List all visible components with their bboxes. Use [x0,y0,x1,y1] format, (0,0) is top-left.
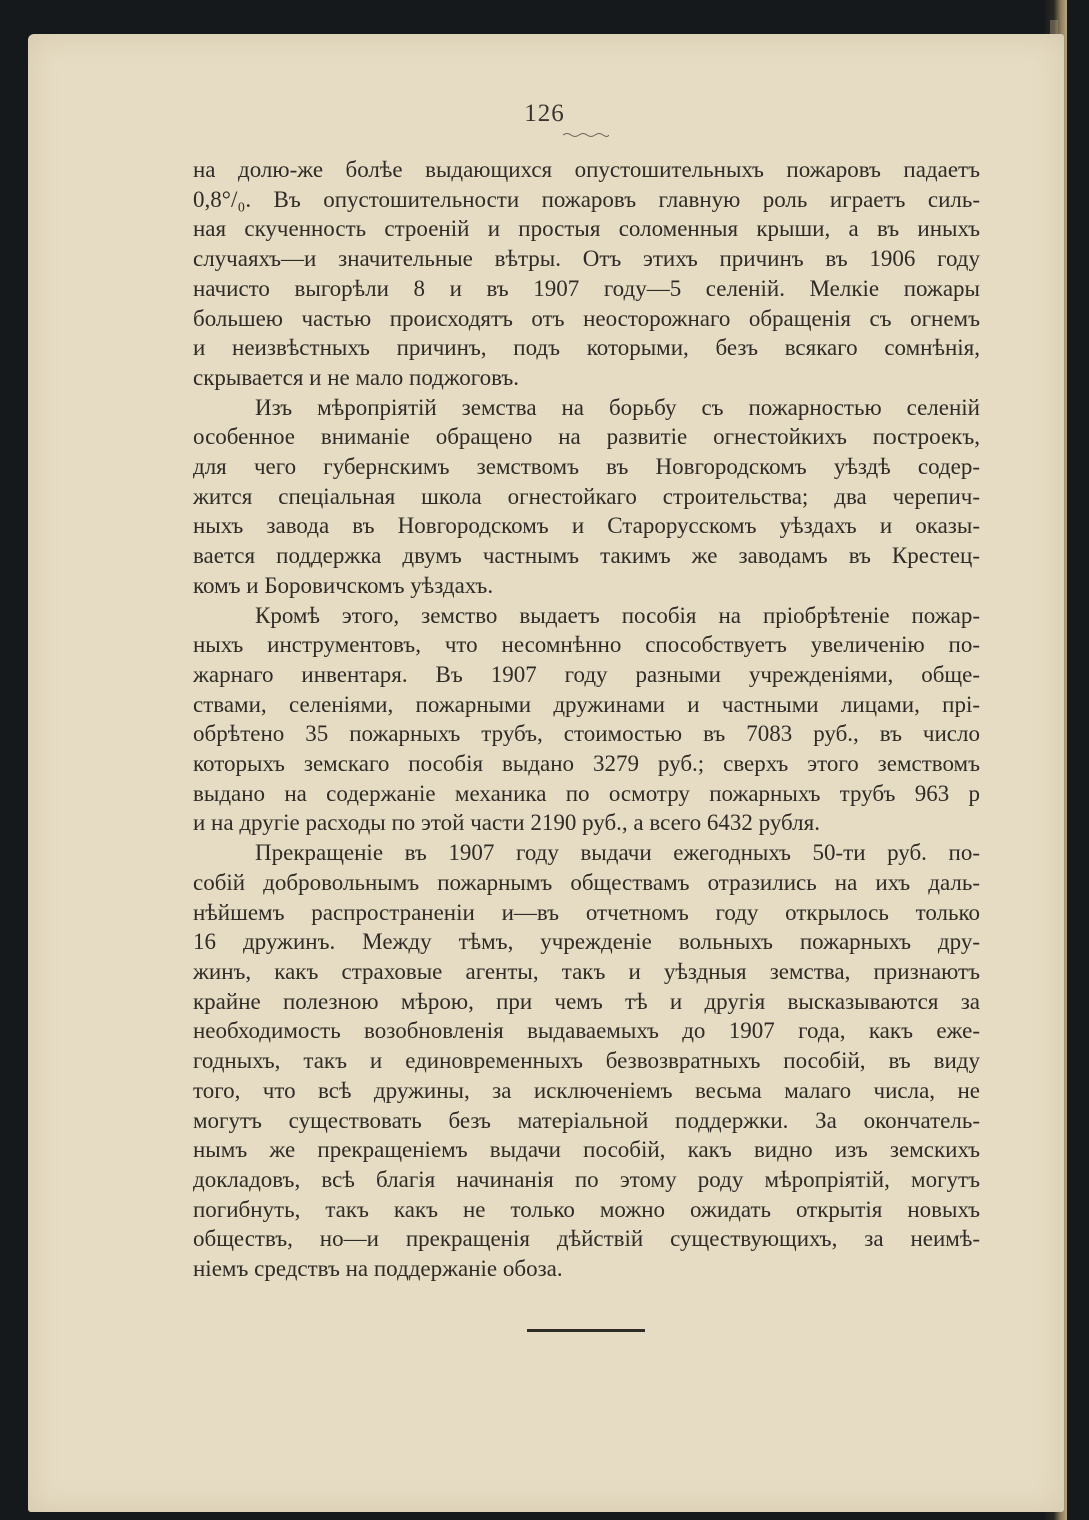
text-line: могутъ существовать безъ матеріальной поддержки. За окончатель- [193,1107,980,1133]
text-line: на долю-же болѣе выдающихся опустошительныхъ пожаровъ падаетъ [193,157,980,182]
text-line: 16 дружинъ. Между тѣмъ, учрежденіе вольныхъ пожарныхъ дру- [193,929,980,955]
paragraph [193,393,980,601]
text-line: погибнуть, такъ какъ не только можно ожидать открытія новыхъ [193,1196,980,1222]
text-line: ніемъ средствъ на поддержаніе обоза. [193,1256,563,1282]
text-line: для чего губернскимъ земствомъ въ Новгородскомъ уѣздѣ содер- [193,454,980,480]
page-number-ornament [563,132,609,138]
text-line: которыхъ земскаго пособія выдано 3279 руб.; сверхъ этого земствомъ [193,751,980,777]
paragraph [193,601,980,839]
text-line: Кромѣ этого, земство выдаетъ пособія на пріобрѣтеніе пожар- [255,602,980,628]
text-line: комъ и Боровичскомъ уѣздахъ. [193,572,494,598]
paragraph [193,155,980,393]
closing-rule [527,1329,645,1332]
text-line: Прекращеніе въ 1907 году выдачи ежегодныхъ 50-ти руб. по- [255,840,980,866]
text-line: вается поддержка двумъ частнымъ такимъ же заводамъ въ Крестец- [193,543,980,569]
text-line: жарнаго инвентаря. Въ 1907 году разными учрежденіями, обще- [193,661,980,687]
text-line: крайне полезною мѣрою, при чемъ тѣ и другія высказываются за [193,988,980,1014]
text-line: нымъ же прекращеніемъ выдачи пособій, какъ видно изъ земскихъ [193,1137,980,1163]
text-line: скрывается и не мало поджоговъ. [193,364,519,390]
text-line: начисто выгорѣли 8 и въ 1907 году—5 селеній. Мелкіе пожары [193,275,980,301]
body-text [193,155,980,1284]
text-line: ныхъ завода въ Новгородскомъ и Старорусскомъ уѣздахъ и оказы- [193,513,980,539]
text-line: годныхъ, такъ и единовременныхъ безвозвратныхъ пособій, въ виду [193,1048,980,1074]
text-line: нѣйшемъ распространеніи и—въ отчетномъ году открылось только [193,899,980,925]
text-line: жится спеціальная школа огнестойкаго строительства; два черепич- [193,483,980,509]
page-number: 126 [524,100,565,127]
text-line: ная скученность строеній и простыя соломенныя крыши, а въ иныхъ [193,216,980,242]
text-line: докладовъ, всѣ благія начинанія по этому роду мѣропріятій, могутъ [193,1166,980,1192]
text-line: обществъ, но—и прекращенія дѣйствій существующихъ, за неимѣ- [193,1226,980,1252]
text-line: выдано на содержаніе механика по осмотру пожарныхъ трубъ 963 р [193,780,980,806]
text-line: и неизвѣстныхъ причинъ, подъ которыми, безъ всякаго сомнѣнія, [193,335,980,361]
text-line: ныхъ инструментовъ, что несомнѣнно способствуетъ увеличенію по- [193,632,980,658]
text-line: большею частью происходятъ отъ неосторожнаго обращенія съ огнемъ [193,305,980,331]
text-line: и на другіе расходы по этой части 2190 руб., а всего 6432 рубля. [193,810,820,836]
text-line: необходимость возобновленія выдаваемыхъ до 1907 года, какъ еже- [193,1018,980,1044]
text-line: 0,8°/₀. Въ опустошительности пожаровъ главную роль играетъ силь- [193,186,980,212]
text-line: того, что всѣ дружины, за исключеніемъ весьма малаго числа, не [193,1077,980,1103]
text-line: ствами, селеніями, пожарными дружинами и частными лицами, прі- [193,691,980,717]
text-line: жинъ, какъ страховые агенты, такъ и уѣздныя земства, признаютъ [193,958,980,984]
text-line: собій добровольнымъ пожарнымъ обществамъ отразились на ихъ даль- [193,869,980,895]
text-line: случаяхъ—и значительные вѣтры. Отъ этихъ причинъ въ 1906 году [193,246,980,272]
paragraph [193,838,980,1284]
text-line: особенное вниманіе обращено на развитіе огнестойкихъ построекъ, [193,424,980,450]
text-line: Изъ мѣропріятій земства на борьбу съ пожарностью селеній [255,394,980,420]
text-line: обрѣтено 35 пожарныхъ трубъ, стоимостью въ 7083 руб., въ число [193,721,980,747]
